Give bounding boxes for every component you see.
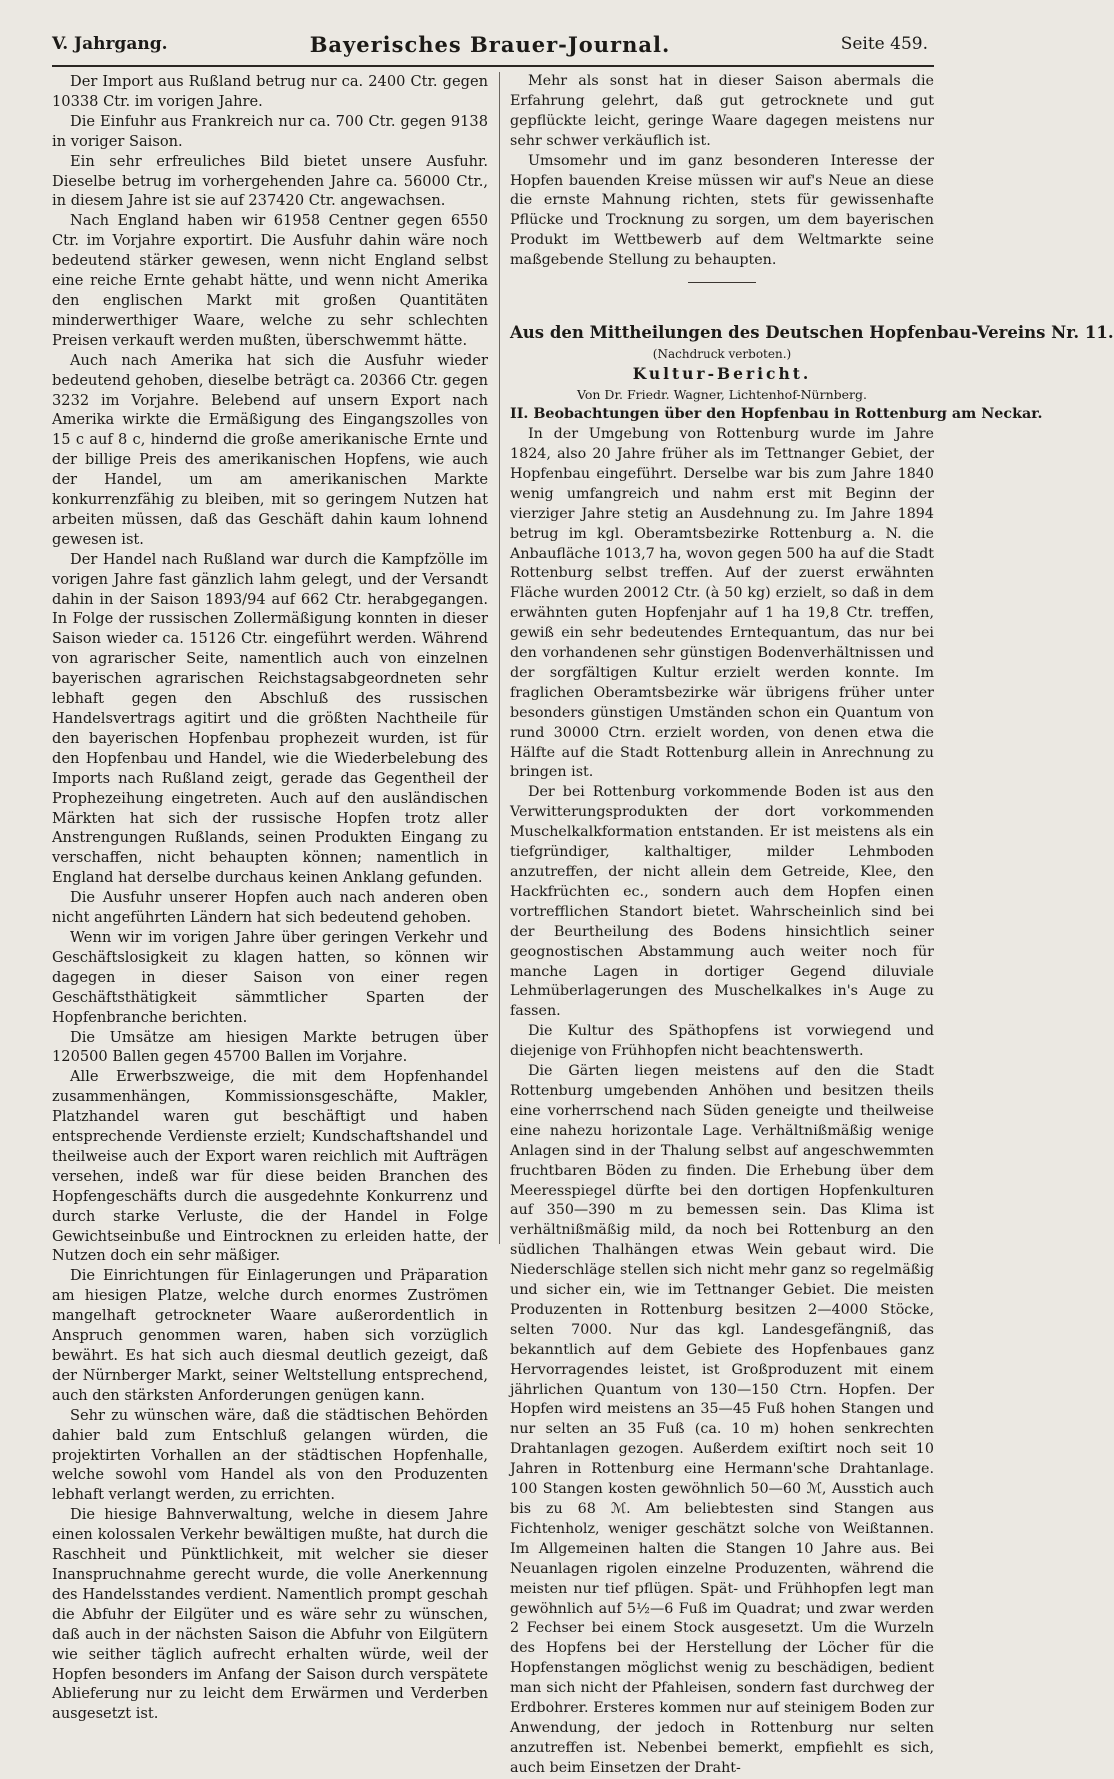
article-byline: Von Dr. Friedr. Wagner, Lichtenhof-Nürnberg. [577, 387, 867, 403]
volume-label: V. Jahrgang. [52, 34, 168, 54]
page-number: Seite 459. [840, 34, 928, 54]
paragraph: Umsomehr und im ganz besonderen Interesse der Hopfen bauenden Kreise müssen wir auf's Neue an diese die ernste Mahnung richten, stets für gewissenhafte Pflücke und Trocknung zu sorgen, um dem bayerischen Produkt im Wettbewerb auf dem Weltmarkte seine maßgebende Stellung zu behaupten. [510, 152, 934, 269]
column-divider [499, 72, 500, 1244]
paragraph: Die Einfuhr aus Frankreich nur ca. 700 Ctr. gegen 9138 in voriger Saison. [52, 112, 488, 150]
paragraph: Der bei Rottenburg vorkommende Boden ist aus den Verwitterungsprodukten der dort vorkommenden Muschelkalkformation entstanden. Er ist meistens als ein tiefgründiger, kalthaltiger, milder Lehmboden anzutreffen, der nicht allein dem Getreide, Klee, den Hackfrüchten ec., sondern auch dem Hopfen einen vortrefflichen Standort bietet. Wahrscheinlich sind bei der Beurtheilung des Bodens hinsichtlich seiner geognostischen Abstammung auch weiter noch für manche Lagen in dortiger Gegend diluviale Lehmüberlagerungen des Muschelkalkes in's Auge zu fassen. [510, 784, 934, 1020]
paragraph: Der Import aus Rußland betrug nur ca. 2400 Ctr. gegen 10338 Ctr. im vorigen Jahre. [52, 73, 488, 110]
reprint-note: (Nachdruck verboten.) [652, 347, 792, 362]
paragraph: Ein sehr erfreuliches Bild bietet unsere Ausfuhr. Dieselbe betrug im vorhergehenden Jahre ca. 56000 Ctr., in diesem Jahre ist sie auf 237420 Ctr. angewachsen. [52, 152, 488, 210]
paragraph: In der Umgebung von Rottenburg wurde im Jahre 1824, also 20 Jahre früher als im Tettnanger Gebiet, der Hopfenbau eingeführt. Derselbe war bis zum Jahre 1840 wenig umfangreich und nahm erst mit Beginn der vierziger Jahre stetig an Ausdehnung zu. Im Jahre 1894 betrug im kgl. Oberamtsbezirke Rottenburg a. N. die Anbaufläche 1013,7 ha, wovon gegen 500 ha auf die Stadt Rottenburg selbst treffen. Auf der zuerst erwähnten Fläche wurden 20012 Ctr. (à 50 kg) erzielt, so daß in dem erwähnten guten Hopfenjahr auf 1 ha 19,8 Ctr. treffen, gewiß ein sehr bedeutendes Erntequantum, das nur bei den vorhandenen sehr günstigen Bodenverhältnissen und der sorgfältigen Kultur erzielt werden konnte. Im fraglichen Oberamtsbezirke wär übrigens früher unter besonders günstigen Umständen schon ein Quantum von rund 30000 Ctrn. erzielt worden, von denen etwa die Hälfte auf die Stadt Rottenburg allein in Anrechnung zu bringen ist. [510, 426, 934, 781]
paragraph: Die Kultur des Späthopfens ist vorwiegend und diejenige von Frühhopfen nicht beachtenswerth. [510, 1023, 934, 1060]
paragraph: Die Einrichtungen für Einlagerungen und Präparation am hiesigen Platze, welche durch enormes Zuströmen mangelhaft getrockneter Waare außerordentlich in Anspruch genommen waren, haben sich vorzüglich bewährt. Es hat sich auch diesmal deutlich gezeigt, daß der Nürnberger Markt, seiner Weltstellung entsprechend, auch den stärksten Anforderungen genügen kann. [52, 1267, 488, 1404]
header-rule [52, 65, 934, 67]
article-kicker: Kultur-Bericht. [632, 364, 812, 384]
paragraph: Sehr zu wünschen wäre, daß die städtischen Behörden dahier bald zum Entschluß gelangen würden, die projektirten Vorhallen an der städtischen Hopfenhalle, welche sowohl vom Handel als von den Produzenten lebhaft verlangt werden, zu errichten. [52, 1406, 488, 1504]
paragraph: Alle Erwerbszweige, die mit dem Hopfenhandel zusammenhängen, Kommissionsgeschäfte, Makler, Platzhandel waren gut beschäftigt und haben entsprechende Verdienste erzielt; Kundschaftshandel und theilweise auch der Export waren reichlich mit Aufträgen versehen, indeß war für diese beiden Branchen des Hopfengeschäfts durch die ausgedehnte Konkurrenz und durch starke Verluste, die der Handel in Folge Gewichtseinbuße und Eintrocknen zu erleiden hatte, der Nutzen doch ein sehr mäßiger. [52, 1068, 488, 1265]
journal-title: Bayerisches Brauer-Journal. [309, 32, 671, 57]
paragraph: Die hiesige Bahnverwaltung, welche in diesem Jahre einen kolossalen Verkehr bewältigen mußte, hat durch die Raschheit und Pünktlichkeit, mit welcher sie dieser Inanspruchnahme gerecht wurde, die volle Anerkennung des Handelsstandes verdient. Namentlich prompt geschah die Abfuhr der Eilgüter und es wäre sehr zu wünschen, daß auch in der nächsten Saison die Abfuhr von Eilgütern wie seither täglich aufrecht erhalten würde, weil der Hopfen besonders im Anfang der Saison durch verspätete Ablieferung nur zu leicht dem Erwärmen und Verderben ausgesetzt ist. [52, 1506, 488, 1723]
left-column [52, 72, 488, 1724]
paragraph: Mehr als sonst hat in dieser Saison abermals die Erfahrung gelehrt, daß gut getrocknete und gut gepflückte leicht, geringe Waare dagegen meistens nur sehr schwer verkäuflich ist. [510, 73, 934, 149]
right-column [510, 72, 1114, 1779]
paragraph: Wenn wir im vorigen Jahre über geringen Verkehr und Geschäftslosigkeit zu klagen hatten, so können wir dagegen in dieser Saison von einer regen Geschäftsthätigkeit sämmtlicher Sparten der Hopfenbranche berichten. [52, 928, 488, 1026]
page-header [52, 34, 928, 64]
section-separator [688, 282, 756, 283]
paragraph: Nach England haben wir 61958 Centner gegen 6550 Ctr. im Vorjahre exportirt. Die Ausfuhr dahin wäre noch bedeutend stärker gewesen, wenn nicht England selbst eine reiche Ernte gehabt hätte, und wenn nicht Amerika den englischen Markt mit großen Quantitäten minderwerthiger Waare, welche zu sehr schlechten Preisen verkauft werden mußten, überschwemmt hätte. [52, 212, 488, 349]
article-subhead: II. Beobachtungen über den Hopfenbau in Rottenburg am Neckar. [510, 406, 1043, 423]
paragraph: Die Gärten liegen meistens auf den die Stadt Rottenburg umgebenden Anhöhen und besitzen theils eine vorherrschend nach Süden geneigte und theilweise eine nahezu horizontale Lage. Verhältnißmäßig wenige Anlagen sind in der Thalung selbst auf angeschwemmten fruchtbaren Böden zu finden. Die Erhebung über dem Meeresspiegel dürfte bei den dortigen Hopfenkulturen auf 350—390 m zu bemessen sein. Das Klima ist verhältnißmäßig mild, da noch bei Rottenburg an den südlichen Thalhängen etwas Wein gebaut wird. Die Niederschläge stellen sich nicht mehr ganz so regelmäßig und sicher ein, wie im Tettnanger Gebiet. Die meisten Produzenten in Rottenburg besitzen 2—4000 Stöcke, selten 7000. Nur das kgl. Landesgefängniß, das bekanntlich auf dem Gebiete des Hopfenbaues ganz Hervorragendes leistet, ist Großproduzent mit einem jährlichen Quantum von 130—150 Ctrn. Hopfen. Der Hopfen wird meistens an 35—45 Fuß hohen Stangen und nur selten an 35 Fuß (ca. 10 m) hohen senkrechten Drahtanlagen gezogen. Außerdem exiſtirt noch seit 10 Jahren in Rottenburg eine Hermann'sche Drahtanlage. 100 Stangen kosten gewöhnlich 50—60 ℳ, Ausstich auch bis zu 68 ℳ. Am beliebtesten sind Stangen aus Fichtenholz, weniger geschätzt solche von Weißtannen. Im Allgemeinen halten die Stangen 10 Jahre aus. Bei Neuanlagen rigolen einzelne Produzenten, während die meisten nur tief pflügen. Spät- und Frühhopfen legt man gewöhnlich auf 5½—6 Fuß im Quadrat; und zwar werden 2 Fechser bei einem Stock ausgesetzt. Um die Wurzeln des Hopfens bei der Herstellung der Löcher für die Hopfenstangen möglichst wenig zu beschädigen, bedient man sich nicht der Pfahleisen, sondern fast durchweg der Erdbohrer. Ersteres kommen nur auf steinigem Boden zur Anwendung, der jedoch in Rottenburg nur selten anzutreffen ist. Nebenbei bemerkt, empfiehlt es sich, auch beim Einsetzen der Draht- [510, 1063, 934, 1776]
paragraph: Die Umsätze am hiesigen Markte betrugen über 120500 Ballen gegen 45700 Ballen im Vorjahre. [52, 1028, 488, 1066]
article-title: Aus den Mittheilungen des Deutschen Hopfenbau-Vereins Nr. 11. [510, 323, 1114, 343]
paragraph: Die Ausfuhr unserer Hopfen auch nach anderen oben nicht angeführten Ländern hat sich bedeutend gehoben. [52, 889, 488, 927]
paragraph: Der Handel nach Rußland war durch die Kampfzölle im vorigen Jahre fast gänzlich lahm gelegt, und der Versandt dahin in der Saison 1893/94 auf 662 Ctr. herabgegangen. In Folge der russischen Zollermäßigung konnten in dieser Saison wieder ca. 15126 Ctr. eingeführt werden. Während von agrarischer Seite, namentlich auch von einzelnen bayerischen agrarischen Reichstagsabgeordneten sehr lebhaft gegen den Abschluß des russischen Handelsvertrags agitirt und die größten Nachtheile für den bayerischen Hopfenbau prophezeit wurden, ist für den Hopfenbau und Handel, wie die Wiederbelebung des Imports nach Rußland zeigt, gerade das Gegentheil der Prophezeihung eingetreten. Auch auf den ausländischen Märkten hat sich der russische Hopfen trotz aller Anstrengungen Rußlands, seinen Produkten Eingang zu verschaffen, nicht behaupten können; namentlich in England hat derselbe durchaus keinen Anklang gefunden. [52, 550, 488, 887]
paragraph: Auch nach Amerika hat sich die Ausfuhr wieder bedeutend gehoben, dieselbe beträgt ca. 20366 Ctr. gegen 3232 im Vorjahre. Belebend auf unsern Export nach Amerika wirkte die Ermäßigung des Eingangszolles von 15 c auf 8 c, hindernd die große amerikanische Ernte und der billige Preis des amerikanischen Hopfens, wie auch der Handel, um am amerikanischen Markte konkurrenzfähig zu bleiben, mit so geringem Nutzen hat arbeiten müssen, daß das Geschäft dahin kaum lohnend gewesen ist. [52, 351, 488, 548]
